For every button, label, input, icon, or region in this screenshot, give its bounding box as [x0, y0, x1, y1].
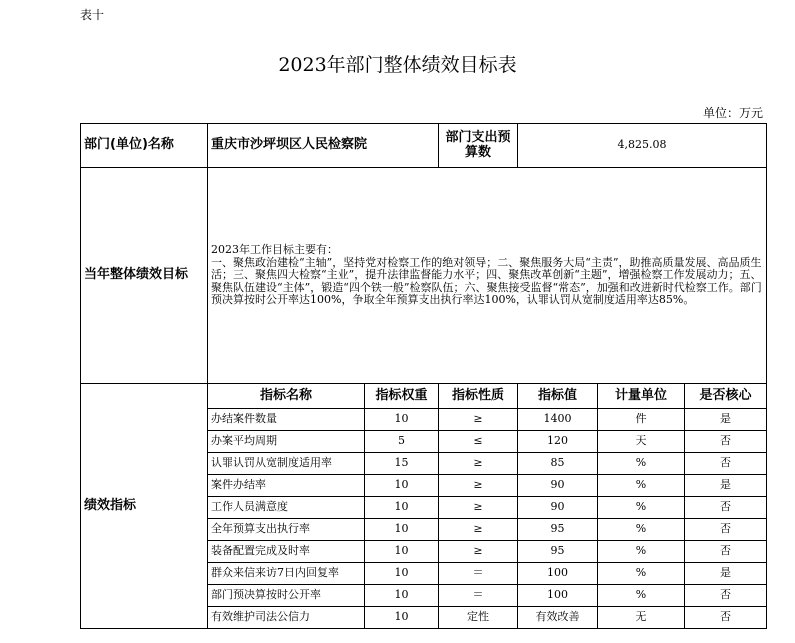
- cell-value: 85: [518, 453, 598, 475]
- cell-core: 否: [685, 519, 767, 541]
- cell-unit: %: [598, 563, 685, 585]
- cell-weight: 10: [365, 475, 439, 497]
- cell-core: 否: [685, 607, 767, 629]
- perf-label: 绩效指标: [81, 384, 208, 629]
- cell-weight: 10: [365, 585, 439, 607]
- cell-weight: 10: [365, 409, 439, 431]
- performance-table: [80, 123, 767, 629]
- cell-core: 否: [685, 541, 767, 563]
- document-title: 2023年部门整体绩效目标表: [278, 54, 517, 76]
- cell-weight: 15: [365, 453, 439, 475]
- cell-weight: 10: [365, 541, 439, 563]
- cell-core: 是: [685, 563, 767, 585]
- cell-unit: 天: [598, 431, 685, 453]
- cell-nature: ＝: [439, 585, 518, 607]
- perf-body: [81, 384, 767, 629]
- cell-name: 全年预算支出执行率: [208, 519, 365, 541]
- cell-nature: ≥: [439, 519, 518, 541]
- cell-nature: ≥: [439, 497, 518, 519]
- cell-nature: ≥: [439, 453, 518, 475]
- cell-nature: ≥: [439, 475, 518, 497]
- cell-weight: 10: [365, 563, 439, 585]
- cell-nature: ≥: [439, 541, 518, 563]
- cell-name: 工作人员满意度: [208, 497, 365, 519]
- goal-label: 当年整体绩效目标: [81, 168, 208, 384]
- cell-value: 90: [518, 497, 598, 519]
- dept-name-label: 部门(单位)名称: [81, 124, 208, 168]
- cell-weight: 10: [365, 519, 439, 541]
- cell-unit: %: [598, 519, 685, 541]
- unit-label: 单位：万元: [702, 106, 763, 120]
- cell-value: 1400: [518, 409, 598, 431]
- cell-name: 群众来信来访7日内回复率: [208, 563, 365, 585]
- cell-value: 有效改善: [518, 607, 598, 629]
- cell-core: 否: [685, 453, 767, 475]
- corner-label: 表十: [80, 8, 105, 22]
- cell-value: 100: [518, 585, 598, 607]
- goal-body: 一、聚焦政治建检“主轴”，坚持党对检察工作的绝对领导；二、聚焦服务大局“主责”，助推高质量发展、高品质生活；三、聚焦四大检察“主业”，提升法律监督能力水平；四、聚焦改革创新“主题”，增强检察工作发展动力；五、聚焦队伍建设“主体”，锻造“四个铁一般”检察队伍；六、聚焦接受监督“常态”，加强和改进新时代检察工作。部门预决算按时公开率达100%，争取全年预算支出执行率达100%，认罪认罚从宽制度适用率达85%。: [211, 255, 762, 307]
- cell-name: 办案平均周期: [208, 431, 365, 453]
- cell-core: 否: [685, 585, 767, 607]
- goal-text: [208, 168, 767, 384]
- cell-name: 装备配置完成及时率: [208, 541, 365, 563]
- cell-value: 100: [518, 563, 598, 585]
- cell-nature: ≤: [439, 431, 518, 453]
- cell-core: 否: [685, 497, 767, 519]
- cell-name: 认罪认罚从宽制度适用率: [208, 453, 365, 475]
- cell-weight: 10: [365, 607, 439, 629]
- cell-nature: ＝: [439, 563, 518, 585]
- header-weight: 指标权重: [365, 384, 439, 409]
- cell-weight: 5: [365, 431, 439, 453]
- header-name: 指标名称: [208, 384, 365, 409]
- goal-heading: 2023年工作目标主要有：: [211, 242, 338, 256]
- cell-unit: 件: [598, 409, 685, 431]
- cell-name: 有效维护司法公信力: [208, 607, 365, 629]
- cell-nature: ≥: [439, 409, 518, 431]
- cell-core: 是: [685, 475, 767, 497]
- cell-name: 部门预决算按时公开率: [208, 585, 365, 607]
- cell-name: 案件办结率: [208, 475, 365, 497]
- budget-label: 部门支出预算数: [439, 124, 518, 168]
- header-unit: 计量单位: [598, 384, 685, 409]
- dept-name-value: 重庆市沙坪坝区人民检察院: [208, 124, 439, 168]
- cell-nature: 定性: [439, 607, 518, 629]
- header-core: 是否核心: [685, 384, 767, 409]
- cell-unit: %: [598, 475, 685, 497]
- header-value: 指标值: [518, 384, 598, 409]
- cell-value: 120: [518, 431, 598, 453]
- cell-weight: 10: [365, 497, 439, 519]
- cell-unit: 无: [598, 607, 685, 629]
- cell-core: 是: [685, 409, 767, 431]
- cell-unit: %: [598, 497, 685, 519]
- header-nature: 指标性质: [439, 384, 518, 409]
- cell-name: 办结案件数量: [208, 409, 365, 431]
- cell-core: 否: [685, 431, 767, 453]
- budget-value: 4,825.08: [518, 124, 767, 168]
- cell-unit: %: [598, 541, 685, 563]
- cell-unit: %: [598, 453, 685, 475]
- cell-value: 95: [518, 519, 598, 541]
- cell-value: 95: [518, 541, 598, 563]
- cell-value: 90: [518, 475, 598, 497]
- cell-unit: %: [598, 585, 685, 607]
